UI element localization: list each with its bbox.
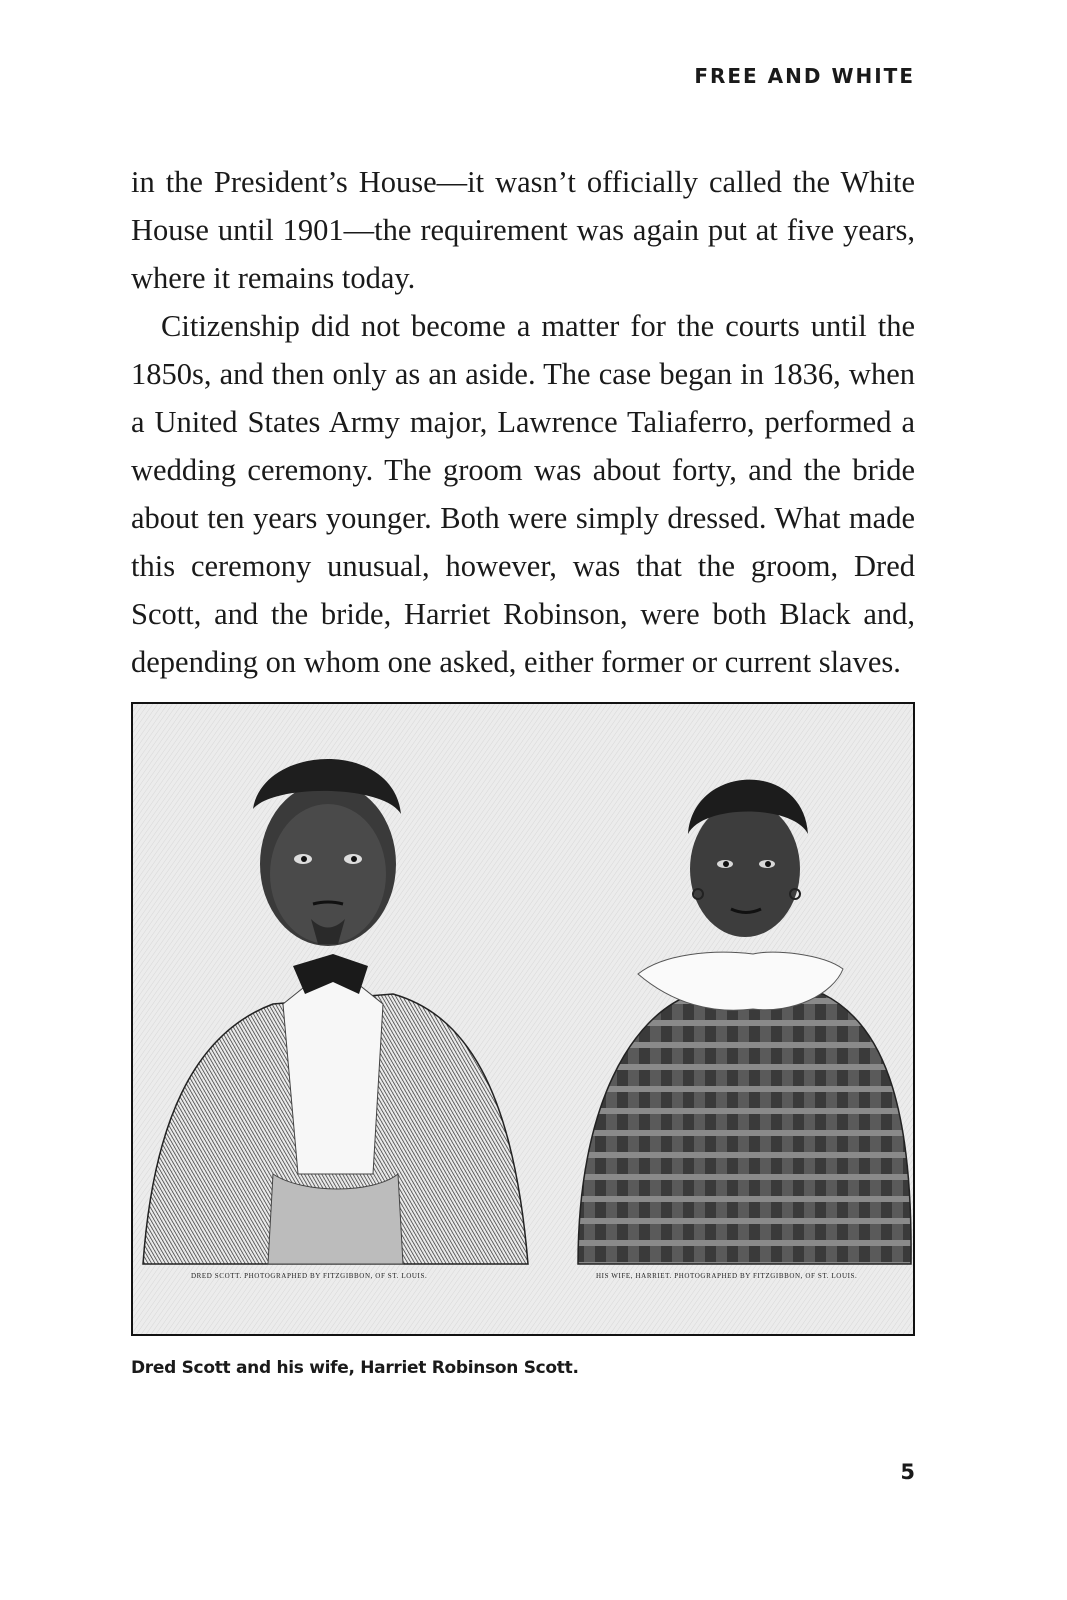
page-number: 5	[900, 1460, 915, 1484]
paragraph: Citizenship did not become a matter for the courts until the 1850s, and then only as an aside. The case began in 1836, when a United States Army major, Lawrence Taliaferro, performed a wedding ceremony. The groom was about forty, and the bride about ten years younger. Both were simply dressed. What made this ceremony unusual, however, was that the groom, Dred Scott, and the bride, Harriet Robinson, were both Black and, depending on whom one asked, either former or current slaves.	[131, 309, 915, 679]
left-engraving-caption: DRED SCOTT. PHOTOGRAPHED BY FITZGIBBON, OF ST. LOUIS.	[191, 1272, 428, 1280]
running-head: FREE AND WHITE	[694, 64, 915, 88]
body-text	[131, 158, 915, 686]
engraving-figure	[131, 702, 915, 1336]
right-engraving-caption: HIS WIFE, HARRIET. PHOTOGRAPHED BY FITZGIBBON, OF ST. LOUIS.	[596, 1272, 858, 1280]
figure-caption: Dred Scott and his wife, Harriet Robinson Scott.	[131, 1358, 579, 1378]
paragraph: in the President’s House—it wasn’t officially called the White House until 1901—the requirement was again put at five years, where it remains today.	[131, 165, 915, 295]
engraving-illustration	[133, 704, 913, 1334]
